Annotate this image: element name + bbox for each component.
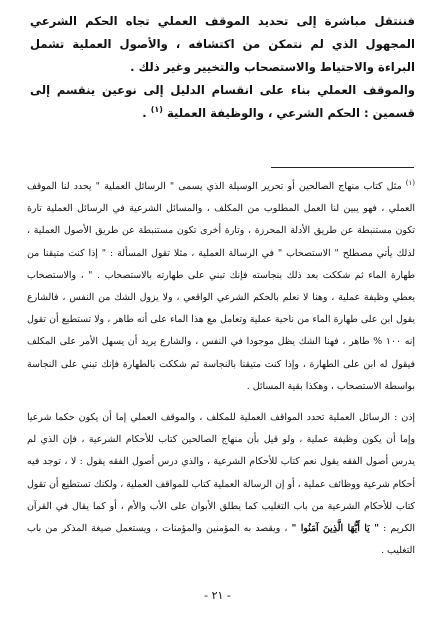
main-body-text [30, 10, 415, 125]
footnotes-section [27, 176, 415, 562]
footnote-2-tail: ، ويقصد به المؤمنين والمؤمنات ، ويستعمل صيغة المذكر من باب التغليب . [27, 523, 415, 557]
body-paragraph-1: فننتقل مباشرة إلى تحديد الموقف العملي تجاه الحكم الشرعي المجهول الذي لم نتمكن من اكتشافه ، والأصول العملية تشمل البراءة والاحتياط والاستصحاب والتخيير وغير ذلك . [30, 14, 415, 74]
footnote-2 [27, 407, 415, 562]
page-number: - ٢١ - [204, 589, 231, 602]
quran-quote: " يَا أَيُّهَا الَّذِينَ آمَنُوا " [291, 523, 379, 535]
footnote-reference: (١) [150, 105, 163, 115]
footnote-marker: (١) [405, 178, 415, 187]
footnote-1 [27, 176, 415, 398]
footnote-1-text: مثل كتاب منهاج الصالحين أو تحرير الوسيلة الذي يسمى " الرسائل العملية " يحدد لنا الموقف العملي ، فهو يبين لنا العمل المطلوب من المكلف ، والمسائل الشرعية في الرسائل العملية تارة تكون مستنبطة عن طريق الأدلة المحرزة ، وتارة أخرى تكون مستنبطة عن طريق الأصول العملية ، لذلك يأتي مصطلح " الاستصحاب " في الرسالة العملية ، مثلا تقول المسألة : " إذا كنت متيقنا من طهارة الماء ثم شككت بعد ذلك بنجاسته فإنك تبني على طهارته بالاستصحاب . " ، والاستصحاب يعطي وظيفة عملية ، وهنا لا نعلم بالحكم الشرعي الواقعي ، ولا يزول الشك من النفس ، فالشارع يقول ابن على طهارة الماء من ناحية عملية وتعامل مع هذا الماء على أنه طاهر ، ولا تستطيع أن تقول إنه ١٠٠ % طاهر ، فهنا الشك يظل موجودا في النفس ، والشارع يريد أن يسهل الأمر على المكلف فيقول له ابن على الطهارة ، وإذا كنت متيقنا بالنجاسة ثم شككت بالطهارة فإنك تبني على النجاسة بواسطة الاستصحاب ، وهكذا بقية المسائل . [27, 181, 415, 392]
body-paragraph-2-text: والموقف العملي بناء على انقسام الدليل إلى نوعين ينقسم إلى قسمين : الحكم الشرعي ، والوظيفة العملية [30, 83, 415, 120]
body-paragraph-2-end: . [142, 106, 151, 120]
body-paragraph-2 [30, 79, 415, 125]
footnote-2-text: إذن : الرسائل العملية تحدد المواقف العملية للمكلف ، والموقف العملي إما أن يكون حكما شرعيا وإما أن يكون وظيفة عملية ، ولو قيل بأن منهاج الصالحين كتاب للأحكام الشرعية ، فإن الذي لم يدرس أصول الفقه يقول نعم كتاب للأحكام الشرعية ، والذي درس أصول الفقه يقول : لا ، توجد فيه أحكام شرعية ووظائف عملية ، أو إن الرسالة العملية كتاب للمواقف العملية ، ولكنك تستطيع أن تقول كتاب للأحكام الشرعية من باب التغليب كما يطلق الأبوان على الأب والأم ، أو كما يقال في القرآن الكريم : [27, 412, 415, 535]
footnote-separator [271, 167, 414, 168]
